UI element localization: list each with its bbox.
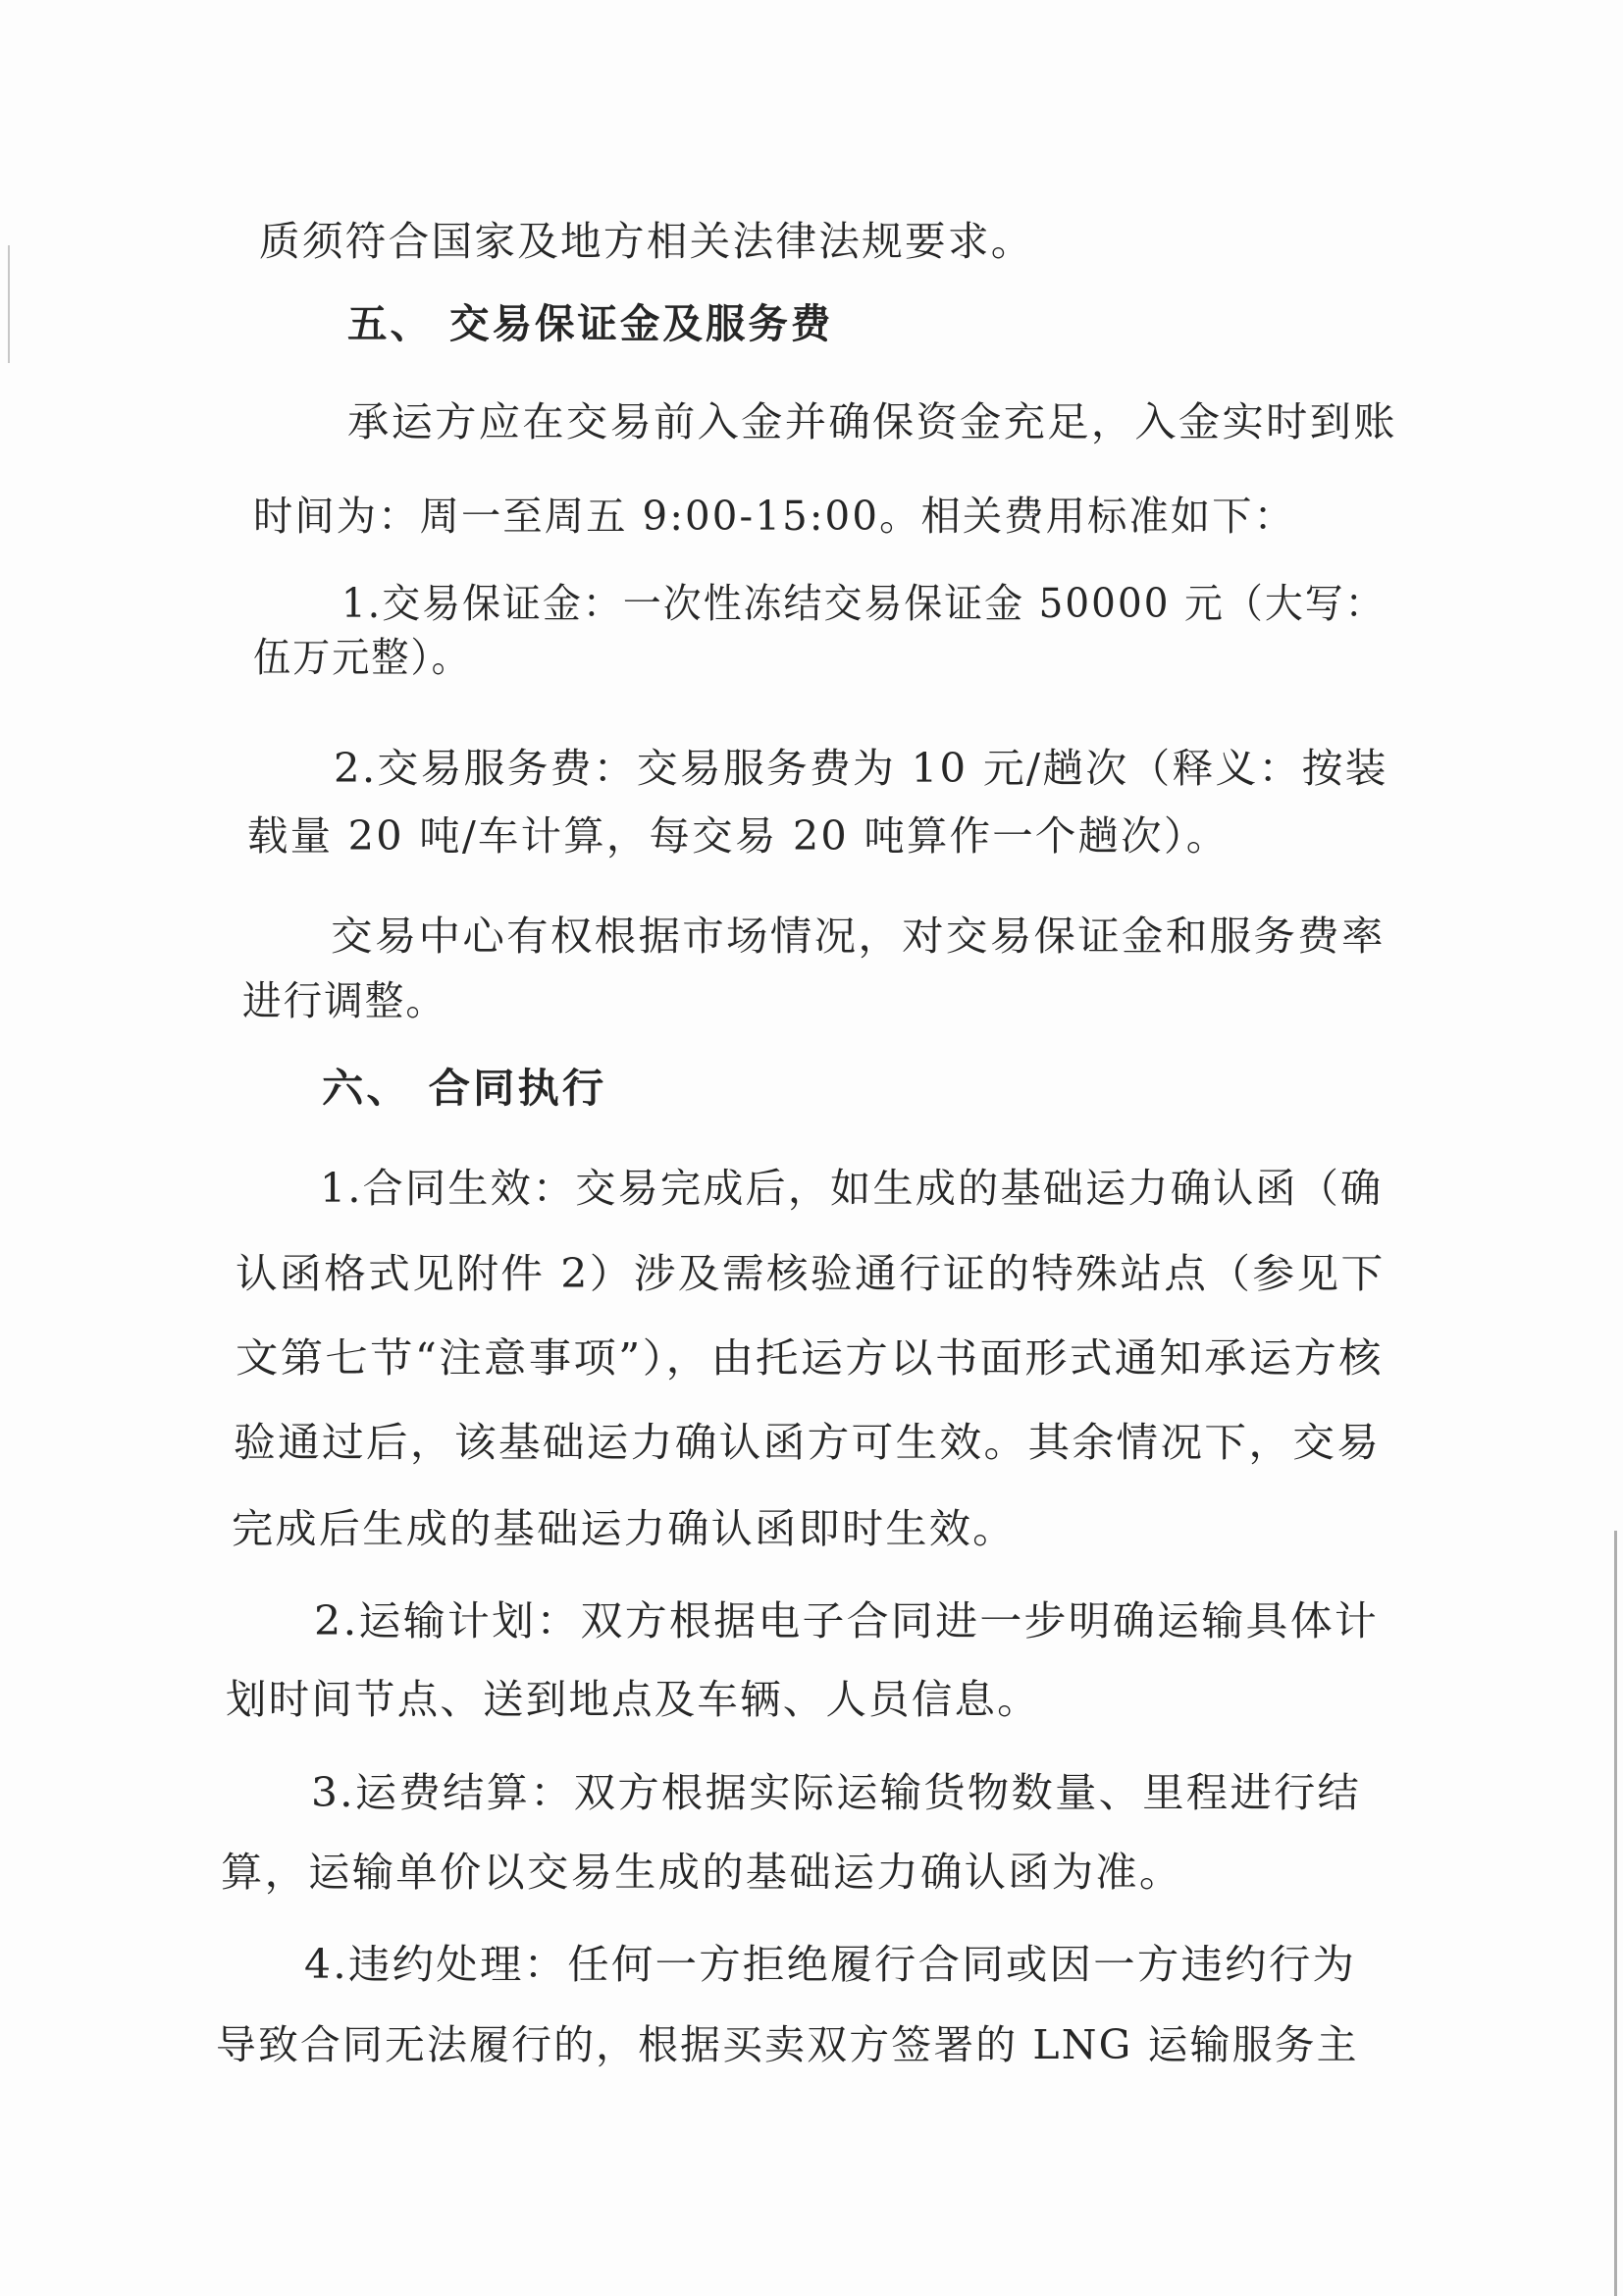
scan-edge-mark	[8, 245, 10, 363]
body-line: 文第七节“注意事项”），由托运方以书面形式通知承运方核	[236, 1334, 1384, 1382]
body-line: 验通过后，该基础运力确认函方可生效。其余情况下，交易	[234, 1419, 1382, 1466]
body-line: 1.合同生效：交易完成后，如生成的基础运力确认函（确	[320, 1165, 1384, 1212]
body-line: 算，运输单价以交易生成的基础运力确认函为准。	[221, 1849, 1183, 1896]
body-line: 2.运输计划：双方根据电子合同进一步明确运输具体计	[314, 1597, 1380, 1644]
body-line: 质须符合国家及地方相关法律法规要求。	[259, 218, 1034, 265]
body-line: 划时间节点、送到地点及车辆、人员信息。	[226, 1676, 1040, 1723]
body-line: 交易中心有权根据市场情况，对交易保证金和服务费率	[331, 913, 1386, 960]
section-heading-6: 六、 合同执行	[322, 1065, 607, 1112]
body-line: 1.交易保证金：一次性冻结交易保证金 50000 元（大写：	[341, 580, 1386, 627]
body-line: 3.运费结算：双方根据实际运输货物数量、里程进行结	[311, 1769, 1362, 1816]
body-line: 伍万元整）。	[253, 634, 471, 681]
scan-edge-shadow	[1614, 1531, 1617, 2296]
body-line: 认函格式见附件 2）涉及需核验通行证的特殊站点（参见下	[236, 1250, 1386, 1297]
body-line: 时间为：周一至周五 9:00-15:00。相关费用标准如下：	[253, 493, 1296, 540]
body-line: 2.交易服务费：交易服务费为 10 元/趟次（释义：按装	[334, 745, 1388, 792]
body-line: 进行调整。	[242, 977, 447, 1024]
body-line: 完成后生成的基础运力确认函即时生效。	[232, 1505, 1017, 1552]
body-line: 承运方应在交易前入金并确保资金充足，入金实时到账	[347, 398, 1397, 445]
section-heading-5: 五、 交易保证金及服务费	[347, 300, 834, 347]
body-line: 导致合同无法履行的，根据买卖双方签署的 LNG 运输服务主	[216, 2021, 1359, 2068]
body-line: 载量 20 吨/车计算，每交易 20 吨算作一个趟次）。	[247, 812, 1230, 860]
body-line: 4.违约处理：任何一方拒绝履行合同或因一方违约行为	[304, 1941, 1357, 1988]
